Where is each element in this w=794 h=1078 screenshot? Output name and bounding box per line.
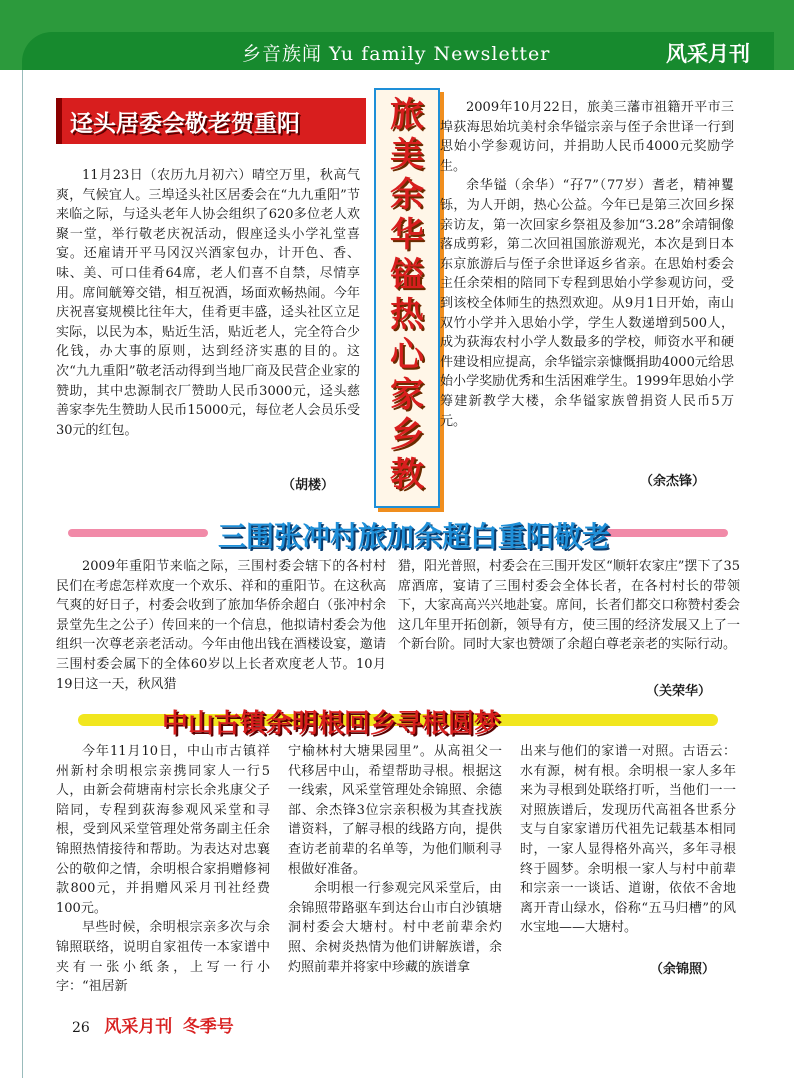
article4-banner <box>78 706 718 739</box>
article4-col3 <box>520 742 736 938</box>
article4-title: 中山古镇余明根回乡寻根圆梦 <box>162 709 501 739</box>
article3-col2 <box>398 557 740 655</box>
header-bar <box>22 32 774 70</box>
banner-bar-left <box>68 529 208 537</box>
article1-title-box <box>56 98 366 144</box>
page-number: 26 <box>72 1020 90 1036</box>
footer-magazine: 风采月刊 <box>104 1017 173 1037</box>
article4-col1 <box>56 742 270 997</box>
article4-col2 <box>288 742 502 977</box>
article3-col1 <box>56 557 386 694</box>
article1-body <box>56 166 360 440</box>
title-char: 华 <box>390 215 424 255</box>
title-char: 美 <box>390 135 424 175</box>
title-char: 教 <box>390 455 424 495</box>
article4-paragraph: 早些时候，余明根宗亲多次与余锦照联络，说明自家祖传一本家谱中夹有一张小纸条，上写一行小字：“祖居新 <box>56 920 270 995</box>
article4-paragraph: 余明根一行参观完风采堂后，由余锦照带路驱车到达台山市白沙镇塘洞村委会大塘村。村中老前辈余灼照、余树炎热情为他们讲解族谱，余灼照前辈并将家中珍藏的族谱拿 <box>288 881 502 975</box>
article3-paragraph: 猎，阳光普照，村委会在三围开发区“顺轩农家庄”摆下了35席酒席，宴请了三围村委会全体长者，在各村村长的带领下，大家高高兴兴地赴宴。席间，长者们都交口称赞村委会这几年里开拓创新，领导有方，使三围的经济发展又上了一个新台阶。同时大家也赞颂了余超白尊老亲老的实际行动。 <box>398 559 740 653</box>
article3-paragraph: 2009年重阳节来临之际，三围村委会辖下的各村村民们在考虑怎样欢度一个欢乐、祥和的重阳节。在这秋高气爽的好日子，村委会收到了旅加华侨余超白（张冲村余景堂先生之公子）传回来的一个信息，他拟请村委会为他组织一次尊老亲老活动。今年由他出钱在酒楼设宴，邀请三围村委会属下的全体60岁以上长者欢度老人节。10月19日这一天，秋风猎 <box>56 559 386 692</box>
title-char: 镒 <box>390 255 424 295</box>
article4-author: （余锦照） <box>650 962 716 977</box>
article4-paragraph: 宁榆林村大塘果园里”。从高祖父一代移居中山，希望帮助寻根。根据这一线索，风采堂管理处余锦照、余德部、余杰锋3位宗亲积极为其查找族谱资料，了解寻根的线路方向，提供查访老前辈的名单等，为他们顺利寻根做好准备。 <box>288 744 502 877</box>
article2-vertical-title <box>374 88 440 508</box>
footer-season: 冬季号 <box>182 1017 234 1037</box>
title-char: 旅 <box>390 95 424 135</box>
article1-title: 迳头居委会敬老贺重阳 <box>70 110 300 137</box>
article4-paragraph: 出来与他们的家谱一对照。古语云：水有源，树有根。余明根一家人多年来为寻根到处联络打听，当他们一一对照族谱后，发现历代高祖各世系分支与自家家谱历代祖先记载基本相同时，一家人显得格外高兴，多年寻根终于圆梦。余明根一家人与村中前辈和宗亲一一谈话、道谢，依依不舍地离开青山绿水，俗称“五马归槽”的风水宝地——大塘村。 <box>520 744 736 936</box>
article3-banner <box>68 516 728 553</box>
article3-title: 三围张冲村旅加余超白重阳敬老 <box>218 520 611 553</box>
article2-paragraph: 2009年10月22日，旅美三藩市祖籍开平市三埠荻海思始坑美村余华镒宗亲与侄子余世译一行到思始小学参观访问，并捐助人民币4000元奖励学生。 <box>440 100 734 174</box>
article2-author: （余杰锋） <box>640 474 706 489</box>
article1-paragraph: 11月23日（农历九月初六）晴空万里，秋高气爽，气候宜人。三埠迳头社区居委会在“九九重阳”节来临之际，与迳头老年人协会组织了620多位老人欢聚一堂，举行敬老庆祝活动，假座迳头小学礼堂喜宴。还雇请开平马冈汉兴酒家包办，计开色、香、味、美、可口佳肴64席，老人们喜不自禁，尽情享用。席间觥筹交错，相互祝酒，场面欢畅热闹。今年庆祝喜宴规模比往年大，佳肴更丰盛，迳头社区立足实际，以民为本，贴近生活，贴近老人，完全符合少化钱，办大事的原则，达到经济实惠的目的。这次“九九重阳”敬老活动得到当地厂商及民营企业家的赞助，其中忠源制衣厂赞助人民币3000元，迳头慈善家李先生赞助人民币15000元，每位老人会员乐受30元的红包。 <box>56 168 360 438</box>
article3-author: （关荣华） <box>646 684 712 699</box>
magazine-name: 风采月刊 <box>666 42 750 66</box>
title-char: 心 <box>390 335 424 375</box>
article1-author: （胡楼） <box>282 478 335 493</box>
article2-paragraph: 余华镒（余华）“孖7”（77岁）耆老，精神矍铄，为人开朗，热心公益。今年已是第三次回乡探亲访友，第一次回家乡祭祖及参加“3.28”余靖铜像落成剪彩，第二次回祖国旅游观光，本次是到日本东京旅游后与侄子余世译返乡省亲。在思始村委会主任余荣相的陪同下专程到思始小学参观访问，受到该校全体师生的热烈欢迎。从9月1日开始，南山双竹小学并入思始小学，学生人数递增到500人，成为荻海农村小学人数最多的学校，师资水平和硬件建设相应提高，余华镒宗亲慷慨捐助4000元给思始小学奖励优秀和生活困难学生。1999年思始小学筹建新教学大楼，余华镒家族曾捐资人民币5万元。 <box>440 178 734 429</box>
footer <box>72 1012 234 1037</box>
title-char: 乡 <box>390 415 424 455</box>
article4-paragraph: 今年11月10日，中山市古镇祥州新村余明根宗亲携同家人一行5人，由新会荷塘南村宗长余兆康父子陪同，专程到荻海参观风采堂和寻根，受到风采堂管理处常务副主任余锦照热情接待和帮助。为表达对忠襄公的敬仰之情，余明根合家捐赠修祠款800元，并捐赠风采月刊社经费100元。 <box>56 744 270 916</box>
banner-bar-right <box>600 529 728 537</box>
title-char: 热 <box>390 295 424 335</box>
article2-body <box>440 98 734 431</box>
title-char: 家 <box>390 375 424 415</box>
newsletter-title: 乡音族闻 Yu family Newsletter <box>242 43 551 65</box>
title-char: 余 <box>390 175 424 215</box>
